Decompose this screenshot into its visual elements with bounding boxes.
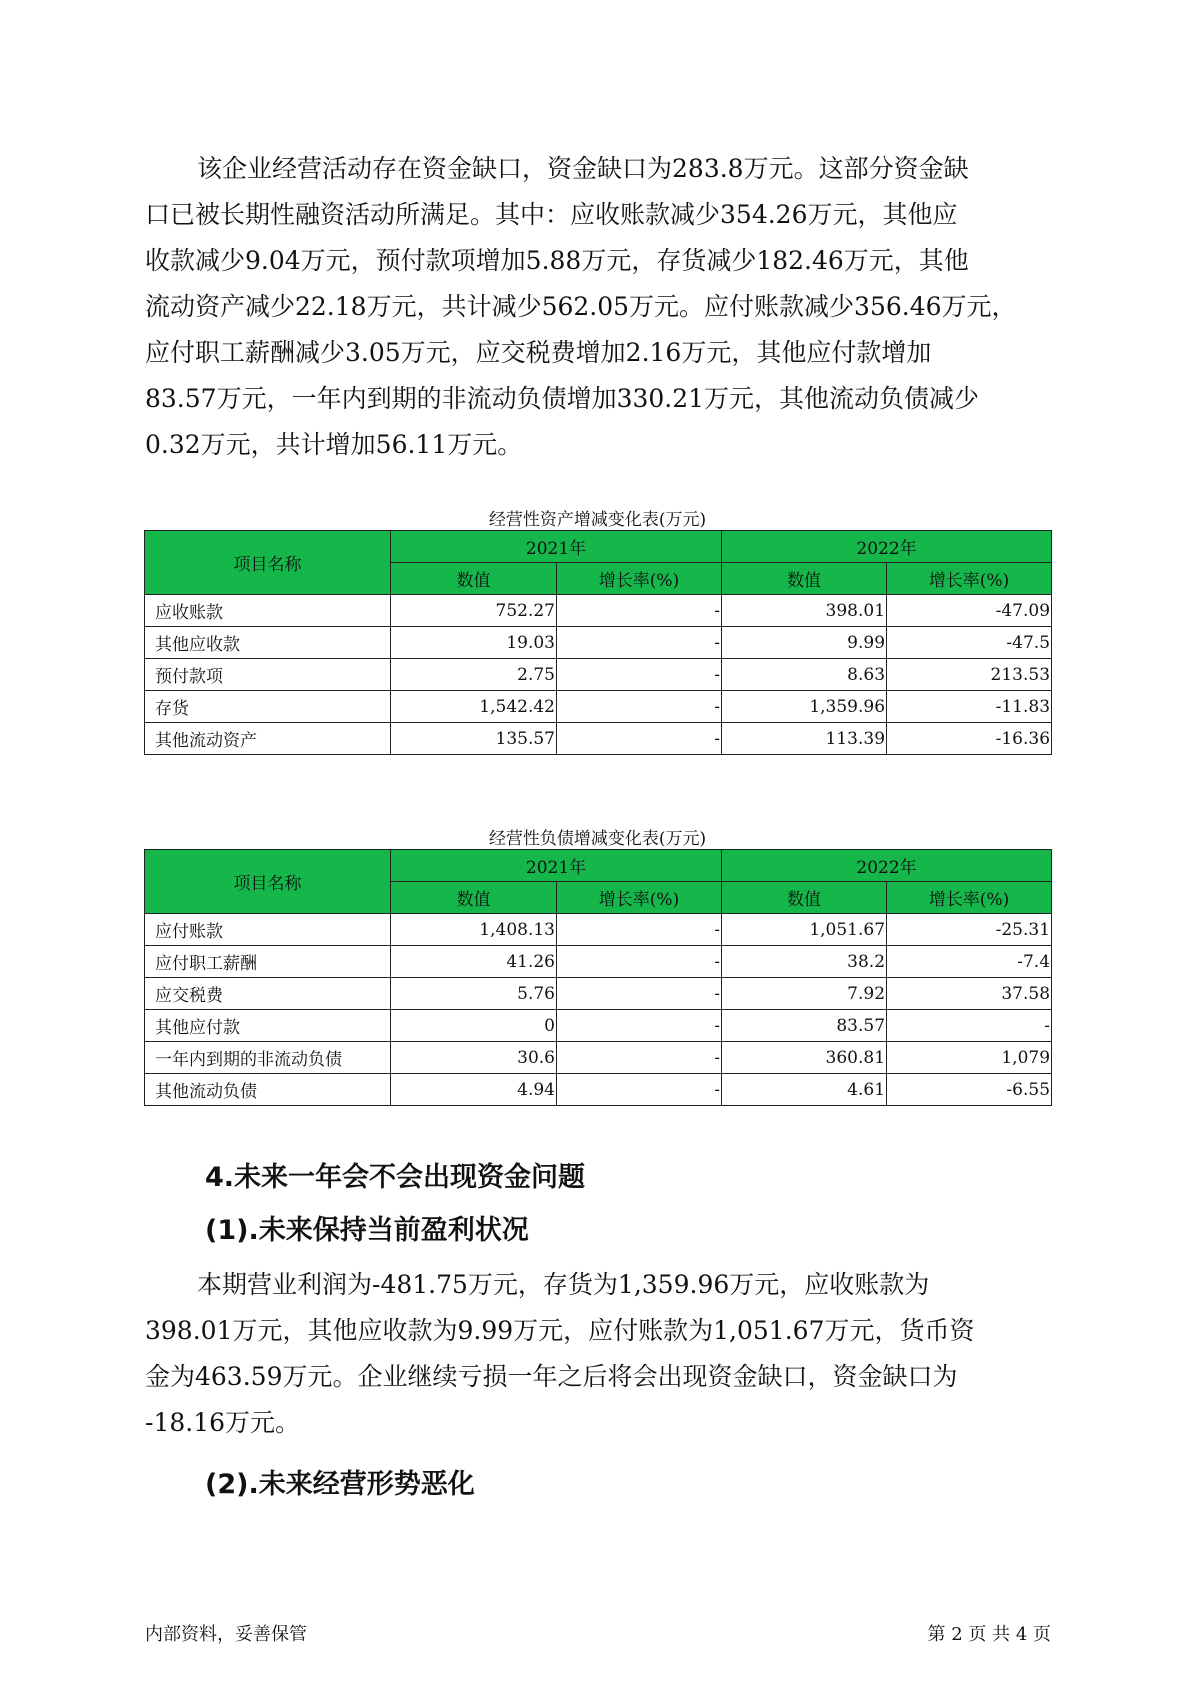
cell-value-2022: 1,359.96 — [722, 691, 887, 723]
header-year-2021: 2021年 — [391, 531, 722, 563]
cell-rate-2022: -47.09 — [887, 595, 1052, 627]
cell-item: 应交税费 — [145, 978, 391, 1010]
cell-value-2021: 1,408.13 — [391, 914, 557, 946]
header-growth-rate: 增长率(%) — [887, 563, 1052, 595]
paragraph-line: 本期营业利润为-481.75万元，存货为1,359.96万元，应收账款为 — [197, 1270, 930, 1299]
cell-rate-2021: - — [557, 627, 722, 659]
cell-rate-2022: - — [887, 1010, 1052, 1042]
cell-rate-2021: - — [557, 978, 722, 1010]
paragraph-forecast — [145, 1262, 1050, 1446]
table-operating-assets — [144, 530, 1052, 755]
table-row — [145, 595, 1052, 627]
table-row — [145, 723, 1052, 755]
paragraph-line: 应付职工薪酬减少3.05万元，应交税费增加2.16万元，其他应付款增加 — [145, 338, 932, 367]
cell-rate-2021: - — [557, 595, 722, 627]
cell-rate-2022: -6.55 — [887, 1074, 1052, 1106]
header-value: 数值 — [722, 563, 887, 595]
cell-rate-2021: - — [557, 914, 722, 946]
paragraph-line: 收款减少9.04万元，预付款项增加5.88万元，存货减少182.46万元，其他 — [145, 246, 969, 275]
cell-value-2021: 752.27 — [391, 595, 557, 627]
header-value: 数值 — [722, 882, 887, 914]
cell-rate-2022: -11.83 — [887, 691, 1052, 723]
cell-item: 存货 — [145, 691, 391, 723]
header-year-2021: 2021年 — [391, 850, 722, 882]
header-year-2022: 2022年 — [722, 850, 1052, 882]
cell-rate-2021: - — [557, 659, 722, 691]
table-row — [145, 659, 1052, 691]
paragraph-line: 金为463.59万元。企业继续亏损一年之后将会出现资金缺口，资金缺口为 — [145, 1362, 958, 1391]
cell-rate-2021: - — [557, 1010, 722, 1042]
header-item-name: 项目名称 — [145, 531, 391, 595]
cell-rate-2022: 1,079 — [887, 1042, 1052, 1074]
cell-item: 其他应付款 — [145, 1010, 391, 1042]
header-growth-rate: 增长率(%) — [557, 882, 722, 914]
cell-item: 预付款项 — [145, 659, 391, 691]
cell-value-2022: 4.61 — [722, 1074, 887, 1106]
footer-confidential: 内部资料，妥善保管 — [145, 1624, 307, 1645]
cell-value-2022: 8.63 — [722, 659, 887, 691]
cell-item: 应付职工薪酬 — [145, 946, 391, 978]
header-growth-rate: 增长率(%) — [887, 882, 1052, 914]
cell-value-2022: 360.81 — [722, 1042, 887, 1074]
table-row — [145, 1074, 1052, 1106]
header-item-name: 项目名称 — [145, 850, 391, 914]
header-value: 数值 — [391, 882, 557, 914]
cell-value-2022: 1,051.67 — [722, 914, 887, 946]
cell-value-2021: 0 — [391, 1010, 557, 1042]
paragraph-line: 口已被长期性融资活动所满足。其中：应收账款减少354.26万元，其他应 — [145, 200, 958, 229]
paragraph-line: 83.57万元，一年内到期的非流动负债增加330.21万元，其他流动负债减少 — [145, 384, 980, 413]
table-title-liabilities: 经营性负债增减变化表(万元) — [488, 829, 707, 849]
header-value: 数值 — [391, 563, 557, 595]
table-row — [145, 1042, 1052, 1074]
cell-value-2021: 41.26 — [391, 946, 557, 978]
cell-rate-2021: - — [557, 723, 722, 755]
cell-value-2021: 135.57 — [391, 723, 557, 755]
table-row — [145, 627, 1052, 659]
subsection-heading: (2).未来经营形势恶化 — [205, 1469, 475, 1500]
cell-value-2021: 1,542.42 — [391, 691, 557, 723]
paragraph-line: 流动资产减少22.18万元，共计减少562.05万元。应付账款减少356.46万元， — [145, 292, 1017, 321]
cell-rate-2022: -25.31 — [887, 914, 1052, 946]
cell-value-2022: 38.2 — [722, 946, 887, 978]
cell-value-2022: 398.01 — [722, 595, 887, 627]
cell-item: 其他流动资产 — [145, 723, 391, 755]
cell-rate-2021: - — [557, 1042, 722, 1074]
table-row — [145, 1010, 1052, 1042]
paragraph-line: 该企业经营活动存在资金缺口，资金缺口为283.8万元。这部分资金缺 — [197, 154, 969, 183]
table-row — [145, 691, 1052, 723]
cell-value-2022: 83.57 — [722, 1010, 887, 1042]
subsection-heading: (1).未来保持当前盈利状况 — [205, 1215, 529, 1246]
cell-item: 其他流动负债 — [145, 1074, 391, 1106]
cell-rate-2021: - — [557, 1074, 722, 1106]
cell-rate-2022: 213.53 — [887, 659, 1052, 691]
cell-value-2022: 9.99 — [722, 627, 887, 659]
cell-item: 其他应收款 — [145, 627, 391, 659]
paragraph-line: -18.16万元。 — [145, 1408, 301, 1437]
header-year-2022: 2022年 — [722, 531, 1052, 563]
section-heading: 4.未来一年会不会出现资金问题 — [205, 1162, 586, 1193]
cell-value-2022: 113.39 — [722, 723, 887, 755]
paragraph-line: 398.01万元，其他应收款为9.99万元，应付账款为1,051.67万元，货币资 — [145, 1316, 975, 1345]
table-row — [145, 914, 1052, 946]
cell-rate-2022: 37.58 — [887, 978, 1052, 1010]
paragraph-cash-gap — [145, 146, 1050, 468]
cell-rate-2021: - — [557, 946, 722, 978]
cell-value-2021: 4.94 — [391, 1074, 557, 1106]
cell-value-2021: 2.75 — [391, 659, 557, 691]
header-growth-rate: 增长率(%) — [557, 563, 722, 595]
cell-item: 一年内到期的非流动负债 — [145, 1042, 391, 1074]
table-row — [145, 946, 1052, 978]
cell-value-2022: 7.92 — [722, 978, 887, 1010]
cell-rate-2021: - — [557, 691, 722, 723]
cell-rate-2022: -16.36 — [887, 723, 1052, 755]
cell-item: 应收账款 — [145, 595, 391, 627]
cell-value-2021: 5.76 — [391, 978, 557, 1010]
table-operating-liabilities — [144, 849, 1052, 1106]
paragraph-line: 0.32万元，共计增加56.11万元。 — [145, 430, 523, 459]
table-row — [145, 978, 1052, 1010]
cell-value-2021: 19.03 — [391, 627, 557, 659]
cell-value-2021: 30.6 — [391, 1042, 557, 1074]
table-title-assets: 经营性资产增减变化表(万元) — [488, 510, 707, 530]
cell-rate-2022: -47.5 — [887, 627, 1052, 659]
footer-page-number: 第 2 页 共 4 页 — [927, 1624, 1051, 1645]
cell-item: 应付账款 — [145, 914, 391, 946]
cell-rate-2022: -7.4 — [887, 946, 1052, 978]
